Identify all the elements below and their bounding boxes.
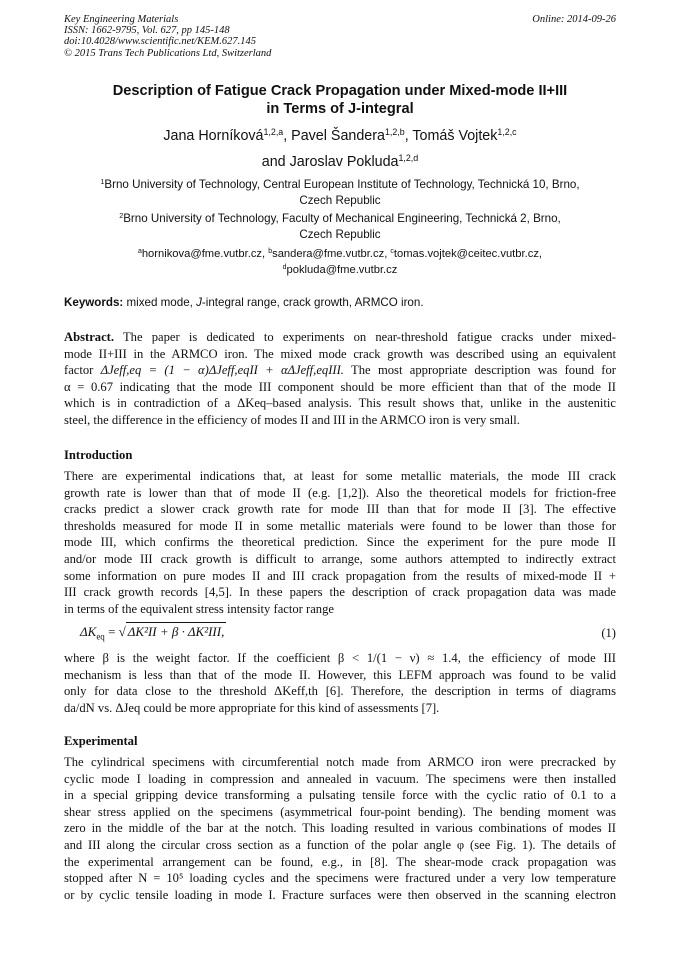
affil-text: Czech Republic: [299, 228, 381, 241]
abstract-text: The paper is dedicated to experiments on near-threshold fatigue cracks under mixed-: [114, 330, 616, 344]
abstract-text: factor: [64, 363, 101, 378]
body-line: only for data close to the threshold ΔKeff,th [6]. Therefore, the description in terms of diagrams: [64, 684, 616, 699]
affil-sup: 1: [100, 177, 105, 187]
issn-line: ISSN: 1662-9795, Vol. 627, pp 145-148: [64, 25, 230, 37]
abstract-text: The most appropriate description was found for: [343, 363, 616, 378]
email-link[interactable]: hornikova@fme.vutbr.cz: [141, 248, 263, 260]
equation-1: $\Delta K_{eq}$ = √ ΔK²II + β · ΔK²III, (1): [80, 624, 616, 642]
section-heading-introduction: Introduction: [64, 448, 133, 462]
affil-text: Czech Republic: [299, 194, 381, 207]
email-list: $^a$hornikova@fme.vutbr.cz, $^b$sandera@fme.vutbr.cz, $^c$tomas.vojtek@ceitec.vutbr.cz, $^d$pokluda@fme.vutbr.cz: [137, 248, 543, 276]
abstract-label: Abstract.: [64, 330, 115, 344]
body-line: stopped after N = 10⁵ loading cycles and the specimens were fractured under a very low temperature: [64, 871, 616, 886]
online-date: Online: 2014-09-26: [532, 14, 616, 25]
author-affil-sup: 1,2,a: [263, 127, 284, 138]
keywords-text: J: [196, 296, 202, 309]
body-line: mode III, which confirms the theoretical prediction. Since the experiment for the pure mode II: [64, 535, 616, 550]
equation-number: (1): [601, 626, 616, 640]
email-link[interactable]: tomas.vojtek@ceitec.vutbr.cz: [393, 248, 539, 260]
paper-title: [64, 82, 616, 118]
affil-text: Brno University of Technology, Central European Institute of Technology, Technická 10, Brno,: [104, 178, 580, 191]
body-line: in a special gripping device transforming a pulsating tensile force with the cyclic ratio of 0.1 to a: [64, 788, 616, 803]
body-line: in terms of the equivalent stress intensity factor range: [64, 601, 334, 616]
equation-lhs: ΔK: [80, 624, 97, 639]
keywords: [64, 295, 616, 310]
section-heading-experimental: Experimental: [64, 734, 138, 748]
abstract-text: α = 0.67 indicating that the mode III component should be more efficient than that of the mode II: [64, 379, 616, 394]
keywords-text: -integral range, crack growth, ARMCO iron.: [201, 296, 424, 309]
body-line: the experimental arrangement can be found, e.g., in [8]. The shear-mode crack propagation was: [64, 854, 616, 869]
affil-sup: 2: [119, 211, 124, 221]
author-affil-sup: 1,2,b: [384, 127, 405, 138]
author-name: Jana Horníková: [163, 128, 264, 144]
author-name: Pavel Šandera: [291, 128, 385, 144]
abstract-formula: ΔJeff,eq = (1 − α)ΔJeff,eqII + αΔJeff,eqIII.: [100, 363, 344, 378]
abstract-text: steel, the difference in the efficiency of modes II and III in the ARMCO iron is very small.: [64, 412, 520, 427]
body-line: mechanism is less than that of the mode II. However, this LEFM approach was found to be valid: [64, 667, 616, 682]
body-line: thresholds measured for mode II in some metallic materials were found to be lower than those for: [64, 518, 616, 533]
email-link[interactable]: sandera@fme.vutbr.cz: [272, 248, 385, 260]
body-line: The cylindrical specimens with circumferential notch made from ARMCO iron were precracked by: [64, 755, 616, 769]
body-line: III crack growth records [4,5]. In these papers the description of crack propagation data was made: [64, 585, 616, 600]
affil-text: Brno University of Technology, Faculty of Mechanical Engineering, Technická 2, Brno,: [123, 212, 561, 225]
affiliation-1: [64, 177, 616, 209]
abstract: [64, 329, 616, 429]
author-list: Jana Horníková$^{1,2,a}$, Pavel Šandera$^{1,2,b}$, Tomáš Vojtek$^{1,2,c}$ and Jaroslav Pokluda$^{1,2,d}$: [163, 127, 517, 170]
affiliation-2: [64, 211, 616, 243]
introduction-continued: [64, 650, 616, 716]
author-affil-sup: 1,2,d: [398, 153, 419, 164]
copyright-line: © 2015 Trans Tech Publications Ltd, Switzerland: [64, 47, 272, 59]
equation-lhs-sub: eq: [96, 631, 105, 642]
email-link[interactable]: pokluda@fme.vutbr.cz: [286, 263, 398, 276]
body-line: cracks predict a slower crack growth rate for mode III than that for mode II [3]. The effective: [64, 502, 616, 517]
body-line: zero in the middle of the bar at the notch. This loading resulted in various combinations of modes II: [64, 821, 616, 836]
keywords-text: mixed mode,: [123, 296, 197, 309]
keywords-label: Keywords:: [64, 296, 124, 309]
journal-name: Key Engineering Materials: [64, 14, 179, 25]
body-line: cyclic mode I loading in compression and annealed in vacuum. The specimens were then installed: [64, 771, 616, 786]
author-name: Tomáš Vojtek: [412, 128, 498, 144]
abstract-text: which is in contradiction of a ΔKeq–based analysis. This result shows that, unlike in the austenitic: [64, 396, 616, 411]
equation-rhs: ΔK²II + β · ΔK²III,: [127, 624, 225, 639]
body-line: where β is the weight factor. If the coefficient β < 1/(1 − ν) ≈ 1.4, the efficiency of mode III: [64, 651, 616, 665]
introduction-body: [64, 468, 616, 617]
doi-line[interactable]: doi:10.4028/www.scientific.net/KEM.627.145: [64, 36, 256, 48]
journal-header: [64, 14, 616, 59]
author-name: and Jaroslav Pokluda: [261, 154, 399, 170]
abstract-text: mode II+III in the ARMCO iron. The mixed mode crack growth was described using an equivalent: [64, 346, 616, 361]
body-line: da/dN vs. ΔJeq could be more appropriate for this kind of assessments [7].: [64, 700, 440, 715]
title-line-2: in Terms of J-integral: [266, 101, 414, 117]
author-affil-sup: 1,2,c: [497, 127, 517, 138]
body-line: or by cyclic tensile loading in mode I. Fracture surfaces were then observed in the scanning electron: [64, 887, 616, 902]
body-line: growth rate is lower than that of mode II (e.g. [1,2]). Also the theoretical models for friction-free: [64, 485, 616, 500]
title-line-1: Description of Fatigue Crack Propagation under Mixed-mode II+III: [112, 83, 568, 99]
body-line: and III along the circular cross section as a function of the polar angle φ (see Fig. 1). The details of: [64, 837, 616, 852]
body-line: and/or mode III crack growth is difficult to arrange, some authors attempted to indirectly extract: [64, 551, 616, 566]
body-line: some information on pure modes II and III crack propagation from the results of mixed-mode II +: [64, 568, 616, 583]
experimental-body: [64, 754, 616, 903]
body-line: shear stress applied on the specimens (asymmetrical four-point bending). The bending moment was: [64, 804, 616, 819]
body-line: There are experimental indications that, at least for some metallic materials, the mode III crack: [64, 469, 616, 483]
